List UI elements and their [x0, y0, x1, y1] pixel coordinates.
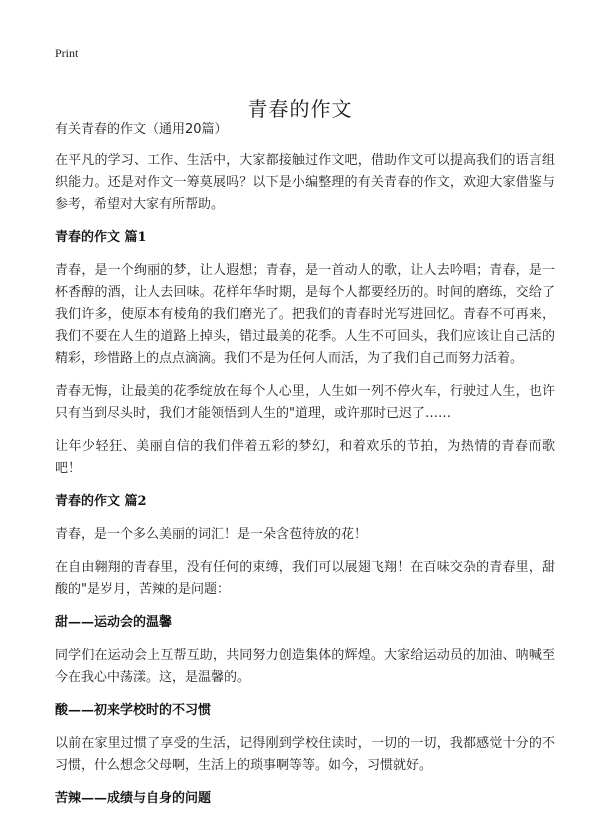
sour-section-heading: 酸——初来学校时的不习惯: [55, 703, 212, 718]
sweet-section-text: 同学们在运动会上互帮互助，共同努力创造集体的辉煌。大家给运动员的加油、呐喊至今在我心中荡漾。这，是温馨的。: [55, 648, 555, 685]
sweet-section-heading: 甜——运动会的温馨: [55, 615, 173, 630]
essay-1-paragraph-1: 青春，是一个绚丽的梦，让人遐想；青春，是一首动人的歌，让人去吟唱；青春，是一杯香醇的酒，让人去回味。花样年华时期，是每个人都要经历的。时间的磨练，交给了我们许多，使原本有棱角的我们磨光了。把我们的青春时光写进回忆。青春不可再来，我们不要在人生的道路上掉头，错过最美的花季。人生不可回头，我们应该让自己活的精彩，珍惜路上的点点滴滴。我们不是为任何人而活，为了我们自己而努力活着。: [55, 263, 555, 366]
essay-2-paragraph-1: 青春，是一个多么美丽的词汇！是一朵含苞待放的花！: [55, 527, 368, 542]
essay-1-paragraph-3: 让年少轻狂、美丽自信的我们伴着五彩的梦幻，和着欢乐的节拍，为热情的青春而歌吧！: [55, 439, 555, 476]
essay-1-paragraph-2: 青春无悔，让最美的花季绽放在每个人心里，人生如一列不停火车，行驶过人生，也许只有当到尽头时，我们才能领悟到人生的"道理，或许那时已迟了……: [55, 384, 555, 421]
page-title: 青春的作文: [247, 97, 353, 122]
print-link[interactable]: Print: [55, 46, 79, 60]
sour-section-text: 以前在家里过惯了享受的生活，记得刚到学校住读时，一切的一切，我都感觉十分的不习惯，什么想念父母啊，生活上的琐事啊等等。如今，习惯就好。: [55, 736, 555, 773]
essay-1-heading: 青春的作文 篇1: [55, 230, 147, 245]
essay-2-heading: 青春的作文 篇2: [55, 494, 147, 509]
article-subtitle: 有关青春的作文（通用20篇）: [55, 122, 228, 137]
essay-2-paragraph-2: 在自由翱翔的青春里，没有任何的束缚，我们可以展翅飞翔！在百味交杂的青春里，甜酸的"是岁月，苦辣的是问题：: [55, 560, 555, 597]
article-body: [55, 119, 555, 821]
bitter-section-heading: 苦辣——成绩与自身的问题: [55, 791, 212, 806]
intro-paragraph: 在平凡的学习、工作、生活中，大家都接触过作文吧，借助作文可以提高我们的语言组织能力。还是对作文一筹莫展吗？以下是小编整理的有关青春的作文，欢迎大家借鉴与参考，希望对大家有所帮助。: [55, 153, 555, 212]
